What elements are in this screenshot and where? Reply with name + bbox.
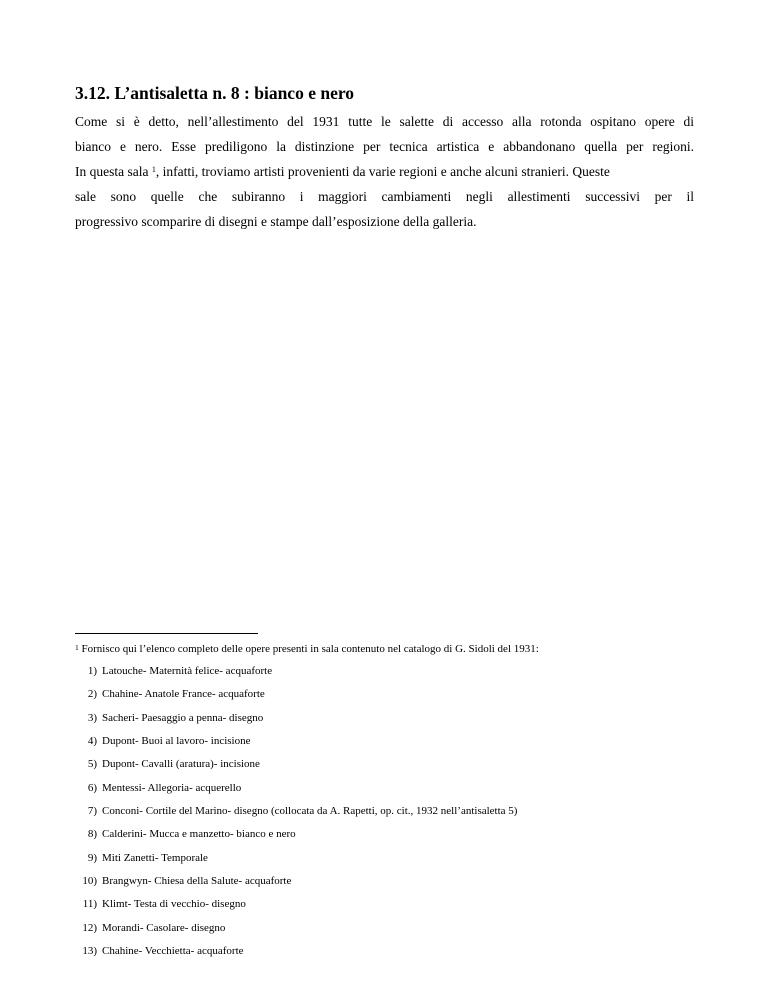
- paragraph-text: , infatti, troviamo artisti provenienti da varie regioni e anche alcuni stranieri. Queste: [155, 164, 610, 179]
- list-item-number: 13): [82, 945, 97, 958]
- paragraph-text: In questa sala: [75, 164, 152, 179]
- list-item-number: 10): [82, 875, 97, 888]
- list-item-number: 2): [87, 688, 97, 701]
- list-item-number: 7): [87, 805, 97, 818]
- footnote-mark: 1: [75, 643, 79, 652]
- list-item-number: 1): [87, 665, 97, 677]
- list-item: [75, 826, 715, 849]
- list-item: [75, 873, 715, 896]
- list-item-number: 9): [87, 851, 97, 864]
- footnote: [75, 641, 715, 966]
- list-item-text: Dupont- Buoi al lavoro- incisione: [102, 735, 251, 748]
- list-item: [75, 686, 715, 709]
- list-item-text: Morandi- Casolare- disegno: [102, 921, 226, 934]
- list-item-text: Mentessi- Allegoria- acquerello: [102, 781, 242, 794]
- list-item-text: Brangwyn- Chiesa della Salute- acquaforte: [102, 875, 292, 888]
- list-item-number: 8): [87, 828, 97, 841]
- list-item: [75, 803, 715, 826]
- list-item-number: 5): [87, 758, 97, 771]
- list-item-text: Sacheri- Paesaggio a penna- disegno: [102, 711, 264, 724]
- list-item: [75, 663, 715, 686]
- footnote-separator: [75, 633, 258, 634]
- list-item: [75, 710, 715, 733]
- list-item-number: 12): [82, 921, 97, 934]
- footnote-reference[interactable]: 1: [151, 165, 156, 174]
- list-item-text: Klimt- Testa di vecchio- disegno: [102, 898, 246, 911]
- footnote-intro: [75, 641, 715, 663]
- list-item-text: Conconi- Cortile del Marino- disegno (collocata da A. Rapetti, op. cit., 1932 nell’antisaletta 5): [102, 805, 518, 818]
- artwork-list: [75, 663, 715, 966]
- list-item-number: 3): [87, 711, 97, 724]
- paragraph-line: Come si è detto, nell’allestimento del 1931 tutte le salette di accesso alla rotonda ospitano opere di: [75, 114, 694, 129]
- list-item-number: 6): [87, 781, 97, 794]
- list-item-text: Miti Zanetti- Temporale: [102, 851, 208, 864]
- body-paragraph: [75, 109, 694, 234]
- section-heading: 3.12. L’antisaletta n. 8 : bianco e nero: [75, 83, 355, 103]
- list-item: [75, 733, 715, 756]
- list-item: [75, 756, 715, 779]
- list-item-number: 11): [82, 898, 97, 911]
- paragraph-line-with-footnote: [75, 159, 694, 184]
- list-item-text: Chahine- Vecchietta- acquaforte: [102, 945, 244, 958]
- paragraph-line: sale sono quelle che subiranno i maggiori cambiamenti negli allestimenti successivi per il: [75, 189, 694, 204]
- paragraph-line: bianco e nero. Esse prediligono la distinzione per tecnica artistica e abbandonano quella per regioni.: [75, 139, 694, 154]
- list-item: [75, 896, 715, 919]
- list-item: [75, 943, 715, 966]
- paragraph-line: progressivo scomparire di disegni e stampe dall’esposizione della galleria.: [75, 214, 477, 229]
- list-item: [75, 850, 715, 873]
- list-item-text: Calderini- Mucca e manzetto- bianco e nero: [102, 828, 296, 841]
- list-item: [75, 780, 715, 803]
- footnote-intro-text: Fornisco qui l’elenco completo delle opere presenti in sala contenuto nel catalogo di G. Sidoli del 1931:: [78, 643, 539, 655]
- list-item-text: Chahine- Anatole France- acquaforte: [102, 688, 265, 701]
- list-item-text: Latouche- Maternità felice- acquaforte: [102, 665, 273, 677]
- list-item-number: 4): [87, 735, 97, 748]
- list-item-text: Dupont- Cavalli (aratura)- incisione: [102, 758, 260, 771]
- list-item: [75, 920, 715, 943]
